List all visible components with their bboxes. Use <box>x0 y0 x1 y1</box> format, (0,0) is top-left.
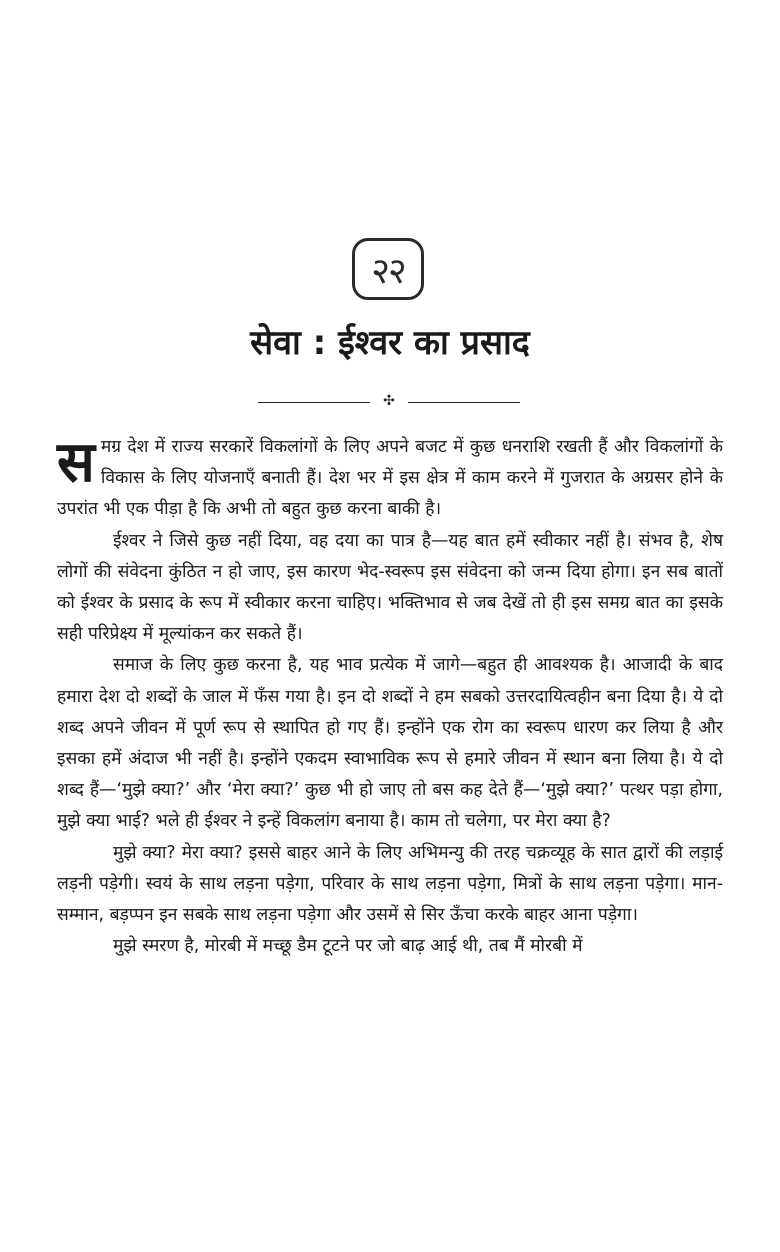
divider-line-left <box>258 402 370 403</box>
paragraph-1 <box>57 432 723 526</box>
divider-line-right <box>408 402 520 403</box>
chapter-title: सेवा : ईश्वर का प्रसाद <box>250 323 530 363</box>
ornament-icon: ✣ <box>383 393 395 409</box>
paragraph-1-text: मग्र देश में राज्य सरकारें विकलांगों के लिए अपने बजट में कुछ धनराशि रखती हैं और विकलांगों के विकास के लिए योजनाएँ बनाती हैं। देश भर में इस क्षेत्र में काम करने में गुजरात के अग्रसर होने के उपरांत भी एक पीड़ा है कि अभी तो बहुत कुछ करना बाकी है। <box>57 437 723 520</box>
ornamental-divider <box>258 395 520 409</box>
paragraph-4: मुझे क्या? मेरा क्या? इससे बाहर आने के लिए अभिमन्यु की तरह चक्रव्यूह के सात द्वारों की लड़ाई लड़नी पड़ेगी। स्वयं के साथ लड़ना पड़ेगा, परिवार के साथ लड़ना पड़ेगा, मित्रों के साथ लड़ना पड़ेगा। मान-सम्मान, बड़प्पन इन सबके साथ लड़ना पड़ेगा और उसमें से सिर ऊँचा करके बाहर आना पड़ेगा। <box>57 842 723 926</box>
paragraph-2: ईश्वर ने जिसे कुछ नहीं दिया, वह दया का पात्र है—यह बात हमें स्वीकार नहीं है। संभव है, शेष लोगों की संवेदना कुंठित न हो जाए, इस कारण भेद-स्वरूप इस संवेदना को जन्म दिया होगा। इन सब बातों को ईश्वर के प्रसाद के रूप में स्वीकार करना चाहिए। भक्तिभाव से जब देखें तो ही इस समग्र बात का इसके सही परिप्रेक्ष्य में मूल्यांकन कर सकते हैं। <box>57 530 723 645</box>
chapter-body <box>57 432 723 962</box>
paragraph-5: मुझे स्मरण है, मोरबी में मच्छू डैम टूटने पर जो बाढ़ आई थी, तब मैं मोरबी में <box>113 936 583 957</box>
paragraph-3: समाज के लिए कुछ करना है, यह भाव प्रत्येक में जागे—बहुत ही आवश्यक है। आजादी के बाद हमारा देश दो शब्दों के जाल में फँस गया है। इन दो शब्दों ने हम सबको उत्तरदायित्वहीन बना दिया है। ये दो शब्द अपने जीवन में पूर्ण रूप से स्थापित हो गए हैं। इन्होंने एक रोग का स्वरूप धारण कर लिया है और इसका हमें अंदाज भी नहीं है। इन्होंने एकदम स्वाभाविक रूप से हमारे जीवन में स्थान बना लिया है। ये दो शब्द हैं—‘मुझे क्या?’ और ‘मेरा क्या?’ कुछ भी हो जाए तो बस कह देते हैं—‘मुझे क्या?’ पत्थर पड़ा होगा, मुझे क्या भाई? भले ही ईश्वर ने इन्हें विकलांग बनाया है। काम तो चलेगा, पर मेरा क्या है? <box>57 655 723 832</box>
chapter-number: २२ <box>371 250 405 292</box>
chapter-number-badge <box>352 238 424 300</box>
drop-cap: स <box>57 430 95 495</box>
